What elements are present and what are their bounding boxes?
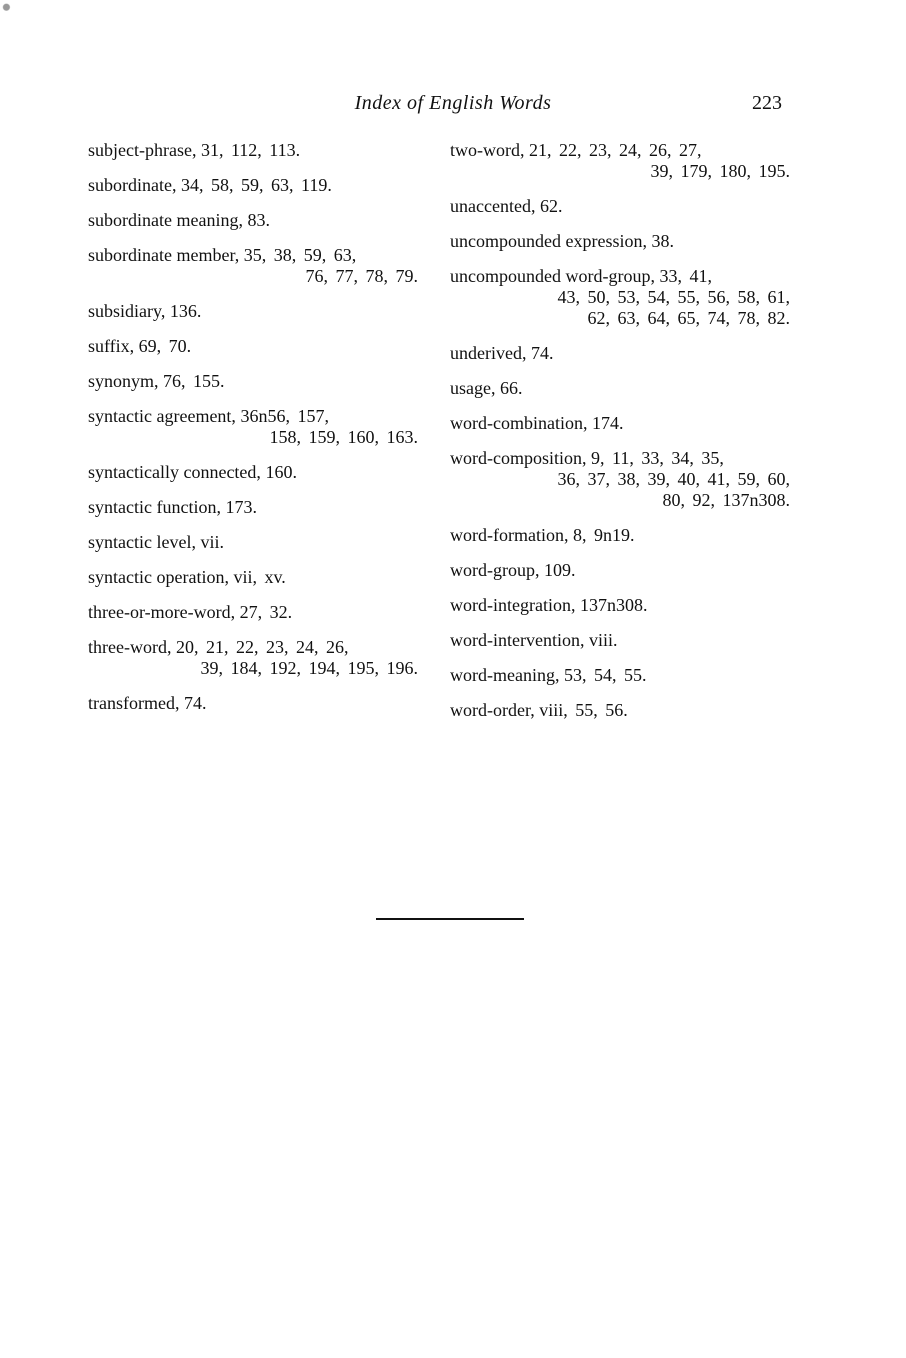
index-refs: 83. [247, 210, 270, 230]
index-refs-continued: 62, 63, 64, 65, 74, 78, 82. [587, 308, 790, 328]
index-refs: 69, 70. [138, 336, 192, 356]
index-entry [88, 462, 418, 483]
index-term: subsidiary, [88, 301, 166, 321]
index-column-left [88, 140, 418, 728]
index-refs-continued: 39, 184, 192, 194, 195, 196. [200, 658, 418, 678]
index-entry [88, 301, 418, 322]
index-refs-continued: 43, 50, 53, 54, 55, 56, 58, 61, [557, 287, 790, 307]
index-refs-continued: 36, 37, 38, 39, 40, 41, 59, 60, [557, 469, 790, 489]
index-refs: vii, xv. [233, 567, 286, 587]
index-refs: 76, 155. [163, 371, 225, 391]
index-entry [450, 560, 790, 581]
index-term: syntactically connected, [88, 462, 261, 482]
index-term: three-word, [88, 637, 172, 657]
scan-speck [0, 0, 16, 24]
index-term: word-composition, [450, 448, 587, 468]
index-refs: 35, 38, 59, 63, [243, 245, 357, 265]
index-entry [450, 700, 790, 721]
index-term: unaccented, [450, 196, 536, 216]
index-entry [88, 336, 418, 357]
index-refs: 136. [169, 301, 202, 321]
index-term: subordinate meaning, [88, 210, 243, 230]
index-term: synonym, [88, 371, 159, 391]
index-entry [88, 140, 418, 161]
index-entry [450, 665, 790, 686]
index-refs: 31, 112, 113. [200, 140, 301, 160]
index-term: subordinate, [88, 175, 177, 195]
index-refs: 27, 32. [239, 602, 293, 622]
index-term: suffix, [88, 336, 135, 356]
index-term: word-intervention, [450, 630, 585, 650]
page-number: 223 [752, 92, 782, 114]
index-refs: 174. [591, 413, 624, 433]
index-term: three-or-more-word, [88, 602, 236, 622]
running-header-title: Index of English Words [354, 92, 552, 114]
index-refs: 36n56, 157, [240, 406, 329, 426]
index-entry [450, 413, 790, 434]
index-entry [88, 371, 418, 392]
index-term: uncompounded word-group, [450, 266, 655, 286]
index-entry [450, 140, 790, 182]
index-refs: viii, 55, 56. [539, 700, 628, 720]
index-refs: 9, 11, 33, 34, 35, [591, 448, 724, 468]
index-refs: 173. [225, 497, 257, 517]
index-refs-continued: 158, 159, 160, 163. [269, 427, 418, 447]
index-refs-continued: 39, 179, 180, 195. [650, 161, 790, 181]
index-refs: 62. [539, 196, 563, 216]
index-refs: 74. [530, 343, 554, 363]
index-refs: 137n308. [579, 595, 648, 615]
index-entry [450, 595, 790, 616]
index-entry [450, 266, 790, 329]
index-refs: 34, 58, 59, 63, 119. [180, 175, 332, 195]
index-term: syntactic operation, [88, 567, 229, 587]
index-refs: 66. [499, 378, 523, 398]
end-rule [376, 918, 524, 920]
index-entry [450, 630, 790, 651]
index-refs: 20, 21, 22, 23, 24, 26, [175, 637, 349, 657]
index-entry [88, 210, 418, 231]
index-entry [88, 406, 418, 448]
index-refs: 160. [265, 462, 297, 482]
index-refs: 33, 41, [659, 266, 712, 286]
index-term: transformed, [88, 693, 180, 713]
index-term: syntactic level, [88, 532, 196, 552]
index-entry [88, 245, 418, 287]
index-term: subordinate member, [88, 245, 240, 265]
index-refs: vii. [200, 532, 224, 552]
index-column-right [450, 140, 790, 735]
index-refs: 8, 9n19. [572, 525, 635, 545]
index-refs: 74. [183, 693, 207, 713]
index-entry [450, 378, 790, 399]
index-entry [450, 525, 790, 546]
index-refs-continued: 76, 77, 78, 79. [305, 266, 418, 286]
index-term: two-word, [450, 140, 525, 160]
index-term: word-order, [450, 700, 535, 720]
index-entry [450, 196, 790, 217]
index-term: uncompounded expression, [450, 231, 647, 251]
index-entry [88, 637, 418, 679]
index-entry [88, 175, 418, 196]
index-term: word-combination, [450, 413, 588, 433]
index-term: underived, [450, 343, 527, 363]
index-term: word-integration, [450, 595, 576, 615]
index-entry [88, 567, 418, 588]
index-refs: 53, 54, 55. [563, 665, 647, 685]
index-entry [88, 497, 418, 518]
index-term: subject-phrase, [88, 140, 197, 160]
index-term: word-group, [450, 560, 540, 580]
index-entry [450, 231, 790, 252]
index-entry [88, 602, 418, 623]
index-refs: 38. [651, 231, 674, 251]
index-entry [450, 343, 790, 364]
index-term: word-meaning, [450, 665, 560, 685]
index-refs: viii. [588, 630, 618, 650]
index-refs: 109. [543, 560, 576, 580]
index-entry [88, 693, 418, 714]
index-refs-continued: 80, 92, 137n308. [662, 490, 790, 510]
index-term: syntactic function, [88, 497, 221, 517]
index-term: word-formation, [450, 525, 569, 545]
index-refs: 21, 22, 23, 24, 26, 27, [529, 140, 702, 160]
index-term: usage, [450, 378, 496, 398]
index-term: syntactic agreement, [88, 406, 236, 426]
index-entry [88, 532, 418, 553]
index-entry [450, 448, 790, 511]
